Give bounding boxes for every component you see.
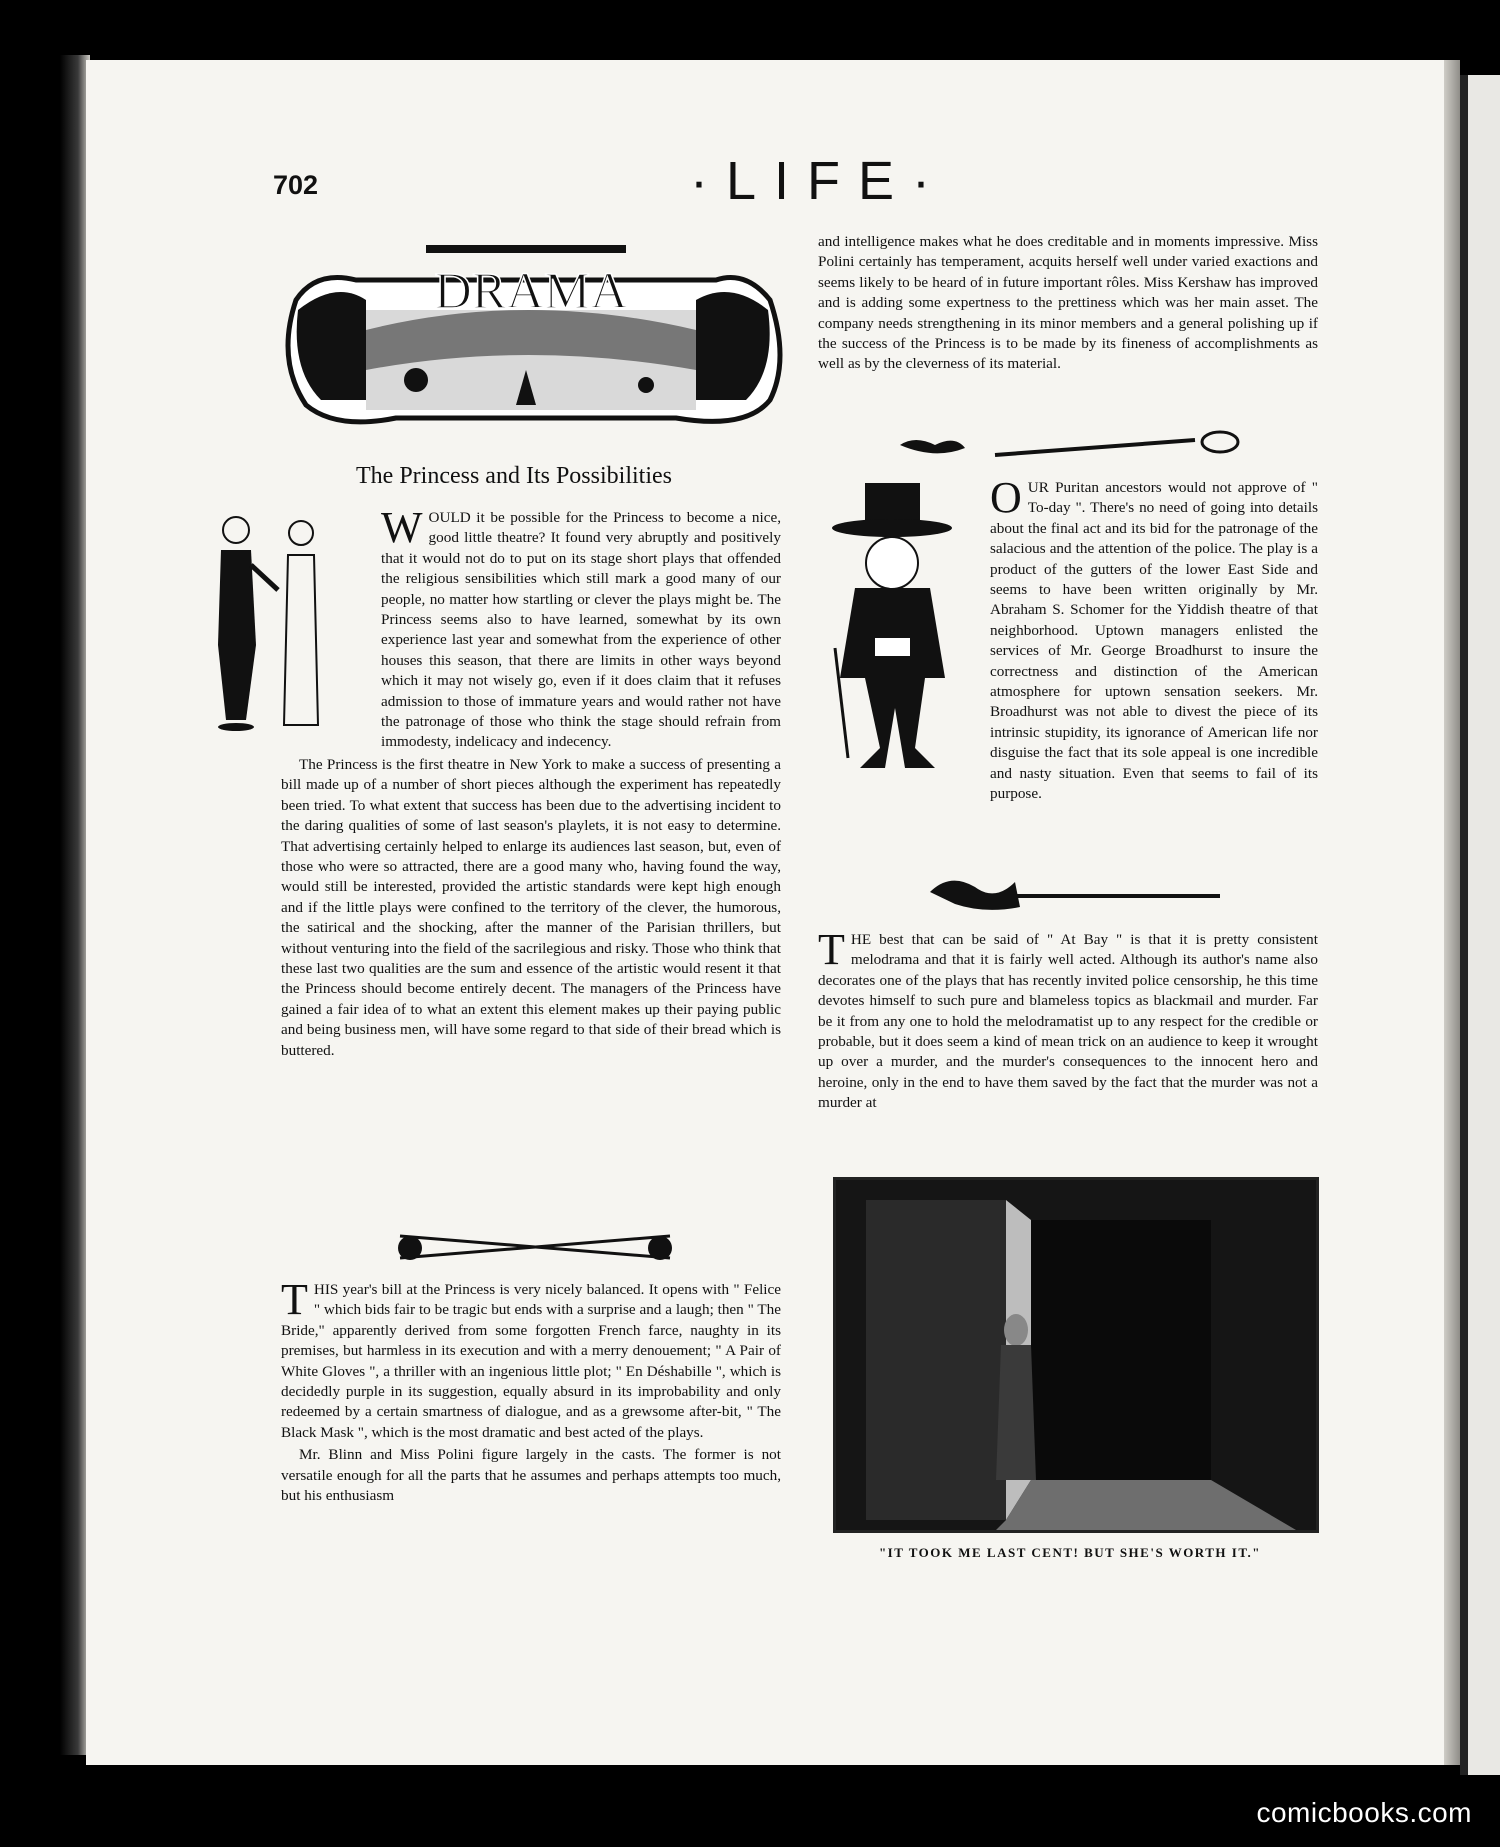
drop-cap: T	[281, 1275, 308, 1324]
paragraph-text: UR Puritan ancestors would not approve of " To-day ". There's no need of going into details about the final act and its bid for the patronage of the salacious and the attention of the police. The play is a product of the gutters of the lower East Side and seems to have been written originally by Mr. Abraham S. Schomer for the Yiddish theatre of that neighborhood. Uptown managers enlisted the services of Mr. George Broadhurst to insure the correctness and distinction of the American atmosphere for uptown sensation seekers. Mr. Broadhurst was not able to divest the piece of its intrinsic stupidity, its ignorance of American life nor disguise the fact that its sole appeal is one incredible and nasty situation. Even that seems to fail of its purpose.	[990, 479, 1318, 803]
paragraph	[381, 503, 781, 753]
paragraph: The Princess is the first theatre in New York to make a success of presenting a bill made up of a number of short pieces although the experiment has repeatedly been tried. To what extent that success has been due to the advertising incident to the daring qualities of some of last season's playlets, it is not easy to determine. That advertising certainly helped to enlarge its audiences last season, but, even of those who were so attracted, there are a good many who, having found the way, would still be interested, provided the artistic standards were kept high enough and if the little plays were confined to the territory of the clever, the humorous, the satirical and the shocking, after the manner of the Parisian thrillers, but without venturing into the field of the sacrilegious and risky. Those who think that these last two qualities are the sum and essence of the artistic would resent it that the Princess should become entirely decent. The managers of the Princess have gained a fair idea of to what an extent this element makes up their paying public and being business men, will have some regard to that side of their bread which is buttered.	[281, 755, 781, 1059]
next-page-edge	[1460, 75, 1500, 1775]
drop-cap: O	[990, 473, 1022, 522]
paragraph-text: OULD it be possible for the Princess to become a nice, good little theatre? It found very abruptly and positively that it would not do to put on its stage short plays that offended the religious sensibilities which still mark a good many of our people, no matter how startling or clever the plays might be. The Princess seems also to have learned, somewhat by its own experience last year and somewhat from the experience of other houses this season, that there are limits in other ways beyond which it may not wisely go, even if it does claim that it refuses admission to those of immature years and would rather not have the patronage of those who think the stage should refrain from immodesty, indelicacy and indecency.	[381, 509, 781, 751]
article-headline: The Princess and Its Possibilities	[356, 463, 672, 489]
photo-caption: "IT TOOK ME LAST CENT! BUT SHE'S WORTH IT."	[878, 1545, 1262, 1560]
article-column-right-middle	[818, 473, 1318, 807]
masthead-title: ·LIFE·	[690, 151, 949, 211]
page-number: 702	[273, 170, 319, 200]
drama-banner-illustration	[276, 240, 790, 440]
doorway-photograph	[833, 1177, 1319, 1533]
jester-divider	[925, 872, 1225, 914]
paragraph	[281, 1275, 781, 1443]
drop-cap: T	[818, 925, 845, 974]
paragraph-text: HE best that can be said of " At Bay " is that it is pretty consistent melodrama and that it is fairly well acted. Although its author's name also decorates one of the plays that has recently invited police censorship, he this time devotes himself to such pure and blameless topics as blackmail and murder. Far be it from any one to hold the melodramatist up to any respect for the credible or probable, but it does seem a kind of mean trick on an audience to keep it wrought up over a murder, and the murder's consequences to the innocent hero and heroine, only in the end to have them saved by the fact that the murder was not a murder at	[818, 931, 1318, 1112]
paragraph: Mr. Blinn and Miss Polini figure largely in the casts. The former is not versatile enough for all the parts that he assumes and perhaps attempts too much, but his enthusiasm	[281, 1446, 781, 1505]
paragraph	[818, 925, 1318, 1114]
article-column-left	[281, 503, 781, 1063]
mask-divider	[895, 430, 1245, 470]
doorway-scene	[836, 1180, 1316, 1530]
paragraph: and intelligence makes what he does creditable and in moments impressive. Miss Polini certainly has temperament, acquits herself well under varied exactions and seems likely to be heard of in future important rôles. Miss Kershaw has improved and is adding some expertness to the prettiness which was her main asset. The company needs strengthening in its minor members and a general polishing up if the success of the Princess is to be made by its fineness of accomplishments as well as by the cleverness of its material.	[818, 233, 1318, 373]
article-column-left-lower	[281, 1275, 781, 1508]
site-watermark: comicbooks.com	[1256, 1797, 1472, 1828]
page-spine	[1444, 60, 1460, 1765]
article-column-right-top	[818, 232, 1318, 377]
paragraph-text: HIS year's bill at the Princess is very nicely balanced. It opens with " Felice " which bids fair to be tragic but ends with a surprise and a laugh; then " The Bride," apparently derived from some forgotten French farce, naughty in its premises, but harmless in its execution and with a merry denouement; " A Pair of White Gloves ", a thriller with an ingenious little plot; " En Déshabille ", which is decidedly purple in its suggestion, equally absurd in its improbability and only redeemed by a certain smartness of dialogue, and as a grewsome after-bit, " The Black Mask ", which is the most dramatic and best acted of the plays.	[281, 1281, 781, 1441]
svg-text:DRAMA: DRAMA	[434, 263, 628, 320]
paragraph	[990, 473, 1318, 805]
crossed-swords-divider	[380, 1228, 690, 1266]
article-column-right-lower	[818, 925, 1318, 1116]
drop-cap: W	[381, 503, 423, 552]
drama-banner-title	[434, 263, 628, 320]
